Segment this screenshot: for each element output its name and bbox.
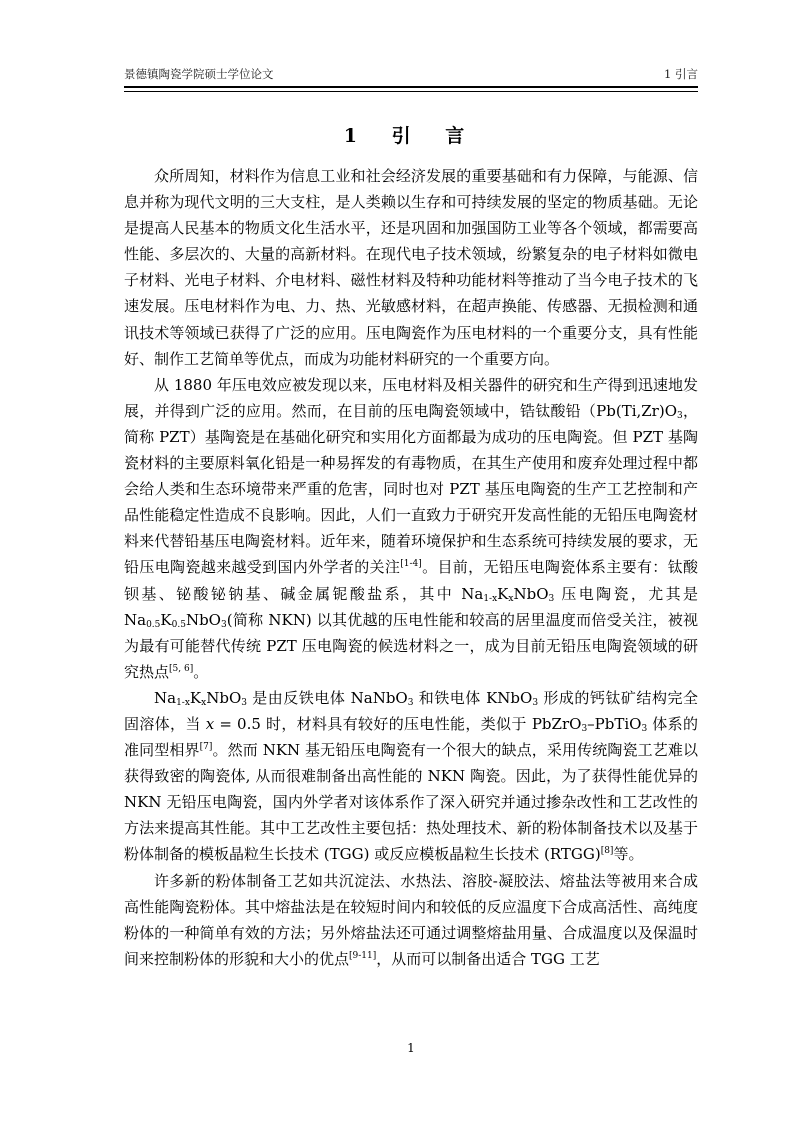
p2-sub-d3: 3 xyxy=(220,619,227,630)
p3-sub-a: 3 xyxy=(407,697,414,708)
header-chapter: 1 引言 xyxy=(664,67,698,81)
header-rule-thick xyxy=(124,86,698,88)
paragraph-2 xyxy=(124,372,698,685)
p2-sub-c2: x xyxy=(508,593,514,604)
p2-text-c: 。目前，无铅压电陶瓷体系主要有：钛酸钡基、铋酸铋钠基、碱金属铌酸盐系，其中 Na xyxy=(124,558,698,603)
p4-text-b: ，从而可以制备出适合 TGG 工艺 xyxy=(376,949,600,968)
p2-nbo-d: NbO xyxy=(185,610,221,629)
p3-sub-b: 3 xyxy=(532,697,539,708)
citation-1-4: [1-4] xyxy=(400,559,422,570)
p3-text-h: 等。 xyxy=(613,845,644,864)
p2-sub-d2: 0.5 xyxy=(171,619,186,630)
p3-text-e: –PbTiO xyxy=(587,714,642,733)
paragraph-1 xyxy=(124,163,698,372)
body-text xyxy=(124,163,698,972)
p3-text-c: 形成的钙钛矿结构完全固溶体，当 xyxy=(124,688,698,733)
header-thesis-title: 景德镇陶瓷学院硕士学位论文 xyxy=(124,67,274,81)
running-header xyxy=(124,62,698,84)
citation-7: [7] xyxy=(199,742,213,753)
p2-text-e: (简称 NKN) 以其优越的压电性能和较高的居里温度而倍受关注，被视为最有可能替代传统 PZT 压电陶瓷的候选材料之一，成为目前无铅压电陶瓷领域的研究热点 xyxy=(124,610,698,681)
header-rule-thin xyxy=(124,91,698,92)
paragraph-4 xyxy=(124,868,698,972)
citation-5-6: [5, 6] xyxy=(169,663,194,674)
p3-text-g: 。然而 NKN 基无铅压电陶瓷有一个很大的缺点，采用传统陶瓷工艺难以获得致密的陶瓷体, 从而很难制备出高性能的 NKN 陶瓷。因此，为了获得性能优异的 NKN 无铅压电陶瓷，国内外学者对该体系作了深入研究并通过掺杂改性和工艺改性的方法来提高其性能。其中工艺改性主要包括：热处理技术、新的粉体制备技术以及基于粉体制备的模板晶粒生长技术 (TGG) 或反应模板晶粒生长技术 (RTGG) xyxy=(124,741,698,864)
p3-text-a: 是由反铁电体 NaNbO xyxy=(246,688,408,707)
p3-sub-2: x xyxy=(201,697,207,708)
chapter-title: 1 引 言 xyxy=(343,125,479,147)
p3-text-f: 体系的准同型相界 xyxy=(124,714,698,760)
p2-text-f: 。 xyxy=(193,662,209,681)
p3-k: K xyxy=(189,688,202,707)
p2-text-b: ，简称 PZT）基陶瓷是在基础化研究和实用化方面都最为成功的压电陶瓷。但 PZT 基陶瓷材料的主要原料氧化铅是一种易挥发的有毒物质，在其生产使用和废弃处理过程中都会给人类和生态环境带来严重的危害，同时也对 PZT 基压电陶瓷的生产工艺控制和产品性能稳定性造成不良影响。因此，人们一直致力于研究开发高性能的无铅压电陶瓷材料来代替铅基压电陶瓷材料。近年来，随着环境保护和生态系统可持续发展的要求，无铅压电陶瓷越来越受到国内外学者的关注 xyxy=(124,401,698,577)
p3-sub-e: 3 xyxy=(641,723,648,734)
p3-nbo: NbO xyxy=(206,688,242,707)
citation-8: [8] xyxy=(600,846,614,857)
p2-text-d: 压电陶瓷，尤其是 Na xyxy=(124,584,698,629)
p2-k-d: K xyxy=(160,610,172,629)
p2-k-c: K xyxy=(497,584,509,603)
p3-text-b: 和铁电体 KNbO xyxy=(413,688,533,707)
p3-var-x: x xyxy=(205,714,215,733)
p2-nbo-c: NbO xyxy=(513,584,549,603)
p2-text-a: 从 1880 年压电效应被发现以来，压电材料及相关器件的研究和生产得到迅速地发展，并得到广泛的应用。然而，在目前的压电陶瓷领域中，锆钛酸铅（Pb(Ti,Zr)O xyxy=(124,375,698,420)
p3-text-d: = 0.5 时，材料具有较好的压电性能，类似于 PbZrO xyxy=(214,714,582,733)
page-number: 1 xyxy=(407,1041,415,1055)
p3-sub-d: 3 xyxy=(581,723,588,734)
p3-sub-1: 1-x xyxy=(176,697,190,708)
paragraph-3 xyxy=(124,685,698,868)
p3-na: Na xyxy=(154,688,177,707)
p2-sub-d1: 0.5 xyxy=(146,619,161,630)
p4-text-a: 许多新的粉体制备工艺如共沉淀法、水热法、溶胶-凝胶法、熔盐法等被用来合成高性能陶瓷粉体。其中熔盐法是在较短时间内和较低的反应温度下合成高活性、高纯度粉体的一种简单有效的方法；另外熔盐法还可通过调整熔盐用量、合成温度以及保温时间来控制粉体的形貌和大小的优点 xyxy=(124,871,698,968)
p1-text: 众所周知，材料作为信息工业和社会经济发展的重要基础和有力保障，与能源、信息并称为现代文明的三大支柱，是人类赖以生存和可持续发展的坚定的物质基础。无论是提高人民基本的物质文化生活水平，还是巩固和加强国防工业等各个领域，都需要高性能、多层次的、大量的高新材料。在现代电子技术领域，纷繁复杂的电子材料如微电子材料、光电子材料、介电材料、磁性材料及特种功能材料等推动了当今电子技术的飞速发展。压电材料作为电、力、热、光敏感材料，在超声换能、传感器、无损检测和通讯技术等领域已获得了广泛的应用。压电陶瓷作为压电材料的一个重要分支，具有性能好、制作工艺简单等优点，而成为功能材料研究的一个重要方向。 xyxy=(124,167,698,368)
p2-sub-c1: 1-x xyxy=(483,593,498,604)
p2-sub-a: 3 xyxy=(677,410,683,421)
p3-sub-3: 3 xyxy=(241,697,247,708)
citation-9-11: [9-11] xyxy=(349,950,377,961)
p2-sub-c3: 3 xyxy=(548,593,555,604)
